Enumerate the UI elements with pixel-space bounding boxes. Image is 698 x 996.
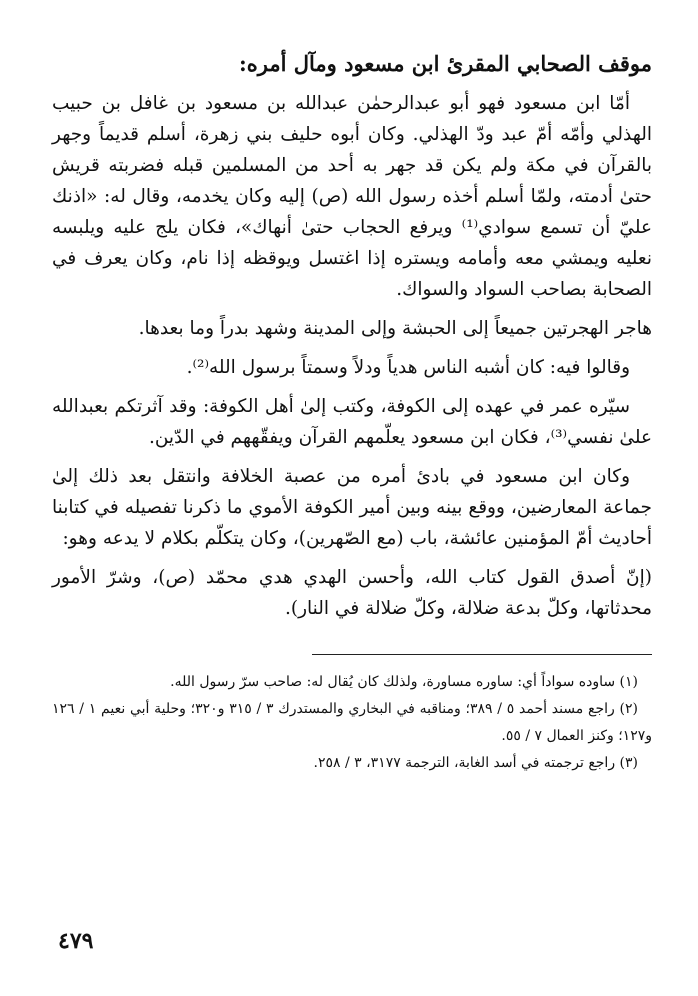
paragraph-quote: (إنّ أصدق القول كتاب الله، وأحسن الهدي هدي محمّد (ص)، وشرّ الأمور محدثاتها، وكلّ بدعة ضلالة، وكلّ ضلالة في النار). [52,567,652,619]
footnote-3: (٣) راجع ترجمته في أسد الغابة، الترجمة ٣١٧٧، ٣ / ٢٥٨. [313,755,638,771]
footnote-divider [312,654,652,655]
paragraph-praise: وقالوا فيه: كان أشبه الناس هدياً ودلاً وسمتاً برسول الله⁽²⁾. [186,357,630,378]
page-number: ٤٧٩ [58,928,94,954]
paragraph-opposition: وكان ابن مسعود في بادئ أمره من عصبة الخلافة وانتقل بعد ذلك إلىٰ جماعة المعارضين، ووقع بينه وبين أمير الكوفة الأموي ما ذكرنا تفصيله في كتابنا أحاديث أمّ المؤمنين عائشة، باب (مع الصّهرين)، وكان يتكلّم بكلام لا يدعه وهو: [52,466,652,549]
page-body [52,48,652,777]
paragraph-biography: أمّا ابن مسعود فهو أبو عبدالرحمٰن عبدالله بن مسعود بن غافل بن حبيب الهذلي وأمّه أمّ عبد ودّ الهذلي. وكان أبوه حليف بني زهرة، أسلم قديماً وجهر بالقرآن في مكة ولم يكن قد جهر به أحد من المسلمين قبله فضربته قريش حتىٰ أدمته، ولمّا أسلم أخذه رسول الله (ص) إليه وكان يخدمه، وقال له: «اذنك عليّ أن تسمع سوادي⁽¹⁾ ويرفع الحجاب حتىٰ أنهاك»، فكان يلج عليه ويلبسه نعليه ويمشي معه وأمامه ويستره إذا اغتسل ويوقظه إذا نام، وكان يعرف في الصحابة بصاحب السواد والسواك. [52,93,652,300]
paragraph-hijra: هاجر الهجرتين جميعاً إلى الحبشة وإلى المدينة وشهد بدراً وما بعدها. [138,318,652,339]
section-heading: موقف الصحابي المقرئ ابن مسعود ومآل أمره: [239,51,652,76]
paragraph-kufa: سيّره عمر في عهده إلى الكوفة، وكتب إلىٰ أهل الكوفة: وقد آثرتكم بعبدالله علىٰ نفسي⁽³⁾، فكان ابن مسعود يعلّمهم القرآن ويفقّههم في الدّين. [52,396,652,448]
footnote-1: (١) ساوده سواداً أي: ساوره مساورة، ولذلك كان يُقال له: صاحب سرّ رسول الله. [170,674,638,690]
footnote-2: (٢) راجع مسند أحمد ٥ / ٣٨٩؛ ومناقبه في البخاري والمستدرك ٣ / ٣١٥ و٣٢٠؛ وحلية أبي نعيم ١ / ١٢٦ و١٢٧؛ وكنز العمال ٧ / ٥٥. [52,701,652,744]
